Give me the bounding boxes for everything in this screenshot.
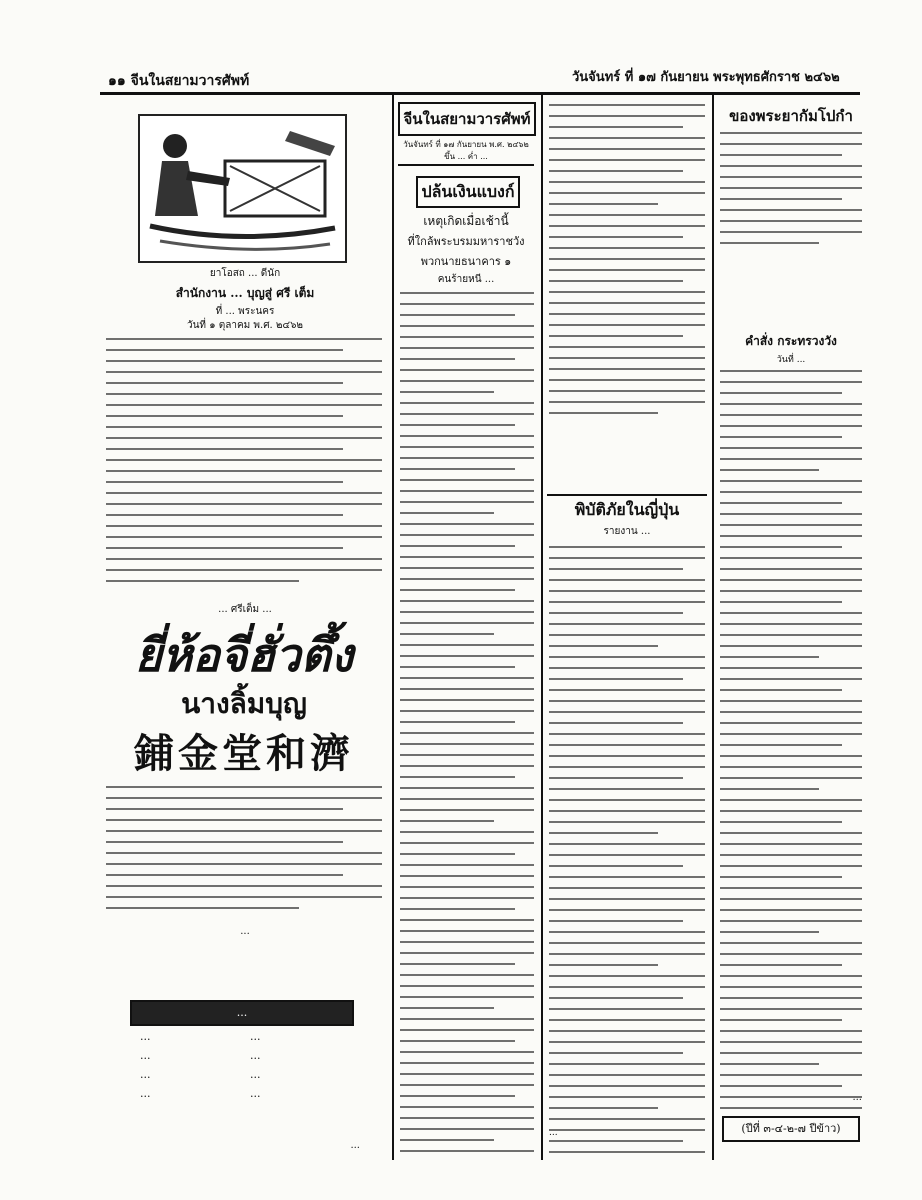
- ad-body: [106, 786, 382, 918]
- list-item: ...: [250, 1068, 261, 1081]
- headline-sub-4: คนร้ายหนี ...: [437, 274, 495, 285]
- list-items: [140, 1030, 350, 1100]
- page-header-left: ๑๑ จีนในสยามวารศัพท์: [108, 73, 250, 89]
- notice-date: วันที่ ๑ ตุลาคม พ.ศ. ๒๔๖๒: [186, 320, 304, 331]
- ad-chinese-name: 鋪金堂和濟: [134, 730, 354, 777]
- headline-bank-robbery: ปล้นเงินแบงก์: [416, 176, 520, 208]
- column-1: [100, 100, 385, 1160]
- column-divider-2: [541, 95, 543, 1160]
- notice-line-1: ที่ ... พระนคร: [215, 306, 275, 317]
- column-4: [716, 100, 866, 1160]
- headline-japan-disaster: พิบัติภัยในญี่ปุ่น: [574, 500, 680, 519]
- order-date: วันที่ ...: [776, 355, 806, 365]
- list-item: ...: [140, 1068, 151, 1081]
- list-item: ...: [140, 1087, 151, 1100]
- page-header-right: วันจันทร์ ที่ ๑๗ กันยายน พระพุทธศักราช ๒๔๖๒: [572, 70, 840, 85]
- list-item: ...: [140, 1030, 151, 1043]
- column-2: [396, 100, 538, 1160]
- column-3: [545, 100, 709, 1160]
- column-3-footer: ...: [549, 1128, 558, 1138]
- list-signature: ...: [350, 1140, 360, 1151]
- illustration-caption-2: สำนักงาน ... บุญสู่ ศรี เต็ม: [175, 286, 315, 300]
- order-title-palace: คำสั่ง กระทรวงวัง: [745, 334, 837, 348]
- ad-title-thai: ยี่ห้อจี่ฮั่วตึ้ง: [134, 628, 354, 682]
- column-divider-1: [392, 95, 394, 1160]
- column-4-lower-body: [720, 370, 862, 1118]
- headline-sub-2: ที่ใกล้พระบรมมหาราชวัง: [407, 235, 525, 248]
- bank-robbery-body: [400, 292, 534, 1160]
- headline-japan-sub: รายงาน ...: [603, 526, 651, 537]
- headline-sub-3: พวกนายธนาคาร ๑: [420, 255, 512, 268]
- notice-body: [106, 338, 382, 591]
- list-item: ...: [250, 1087, 261, 1100]
- column-divider-3: [712, 95, 714, 1160]
- headline-sub-1: เหตุเกิดเมื่อเช้านี้: [423, 214, 509, 228]
- illustration-caption-1: ยาโอสถ ... ดีนัก: [209, 268, 281, 279]
- list-item: ...: [250, 1030, 261, 1043]
- column-4-upper-body: [720, 132, 862, 253]
- notice-signature: ... ศรีเต็ม ...: [218, 604, 272, 615]
- list-title-banner: ...: [130, 1000, 354, 1026]
- continued-notice: (ปีที่ ๓-๔-๒-๗ ปีข้าว): [722, 1116, 860, 1142]
- masthead-date: วันจันทร์ ที่ ๑๗ กันยายน พ.ศ. ๒๔๖๒: [403, 140, 529, 149]
- list-item: ...: [250, 1049, 261, 1062]
- order-signature: ...: [852, 1092, 862, 1103]
- list-item: ...: [140, 1049, 151, 1062]
- column-3-upper-body: [549, 104, 705, 423]
- warrior-illustration: [138, 114, 347, 263]
- masthead: จีนในสยามวารศัพท์: [398, 102, 536, 136]
- headline-phraya-order: ของพระยากัมโปกำ: [729, 107, 853, 125]
- section-rule: [547, 494, 707, 496]
- masthead-rule: [398, 164, 534, 166]
- masthead-date-lunar: ขึ้น ... ค่ำ ...: [444, 152, 488, 161]
- header-rule: [100, 92, 860, 95]
- japan-disaster-body: [549, 546, 705, 1160]
- jewelry-shop-ad: [106, 630, 382, 775]
- ad-subtitle-thai: นางลิ้มบุญ: [181, 687, 307, 720]
- ad-footer: ...: [240, 926, 250, 937]
